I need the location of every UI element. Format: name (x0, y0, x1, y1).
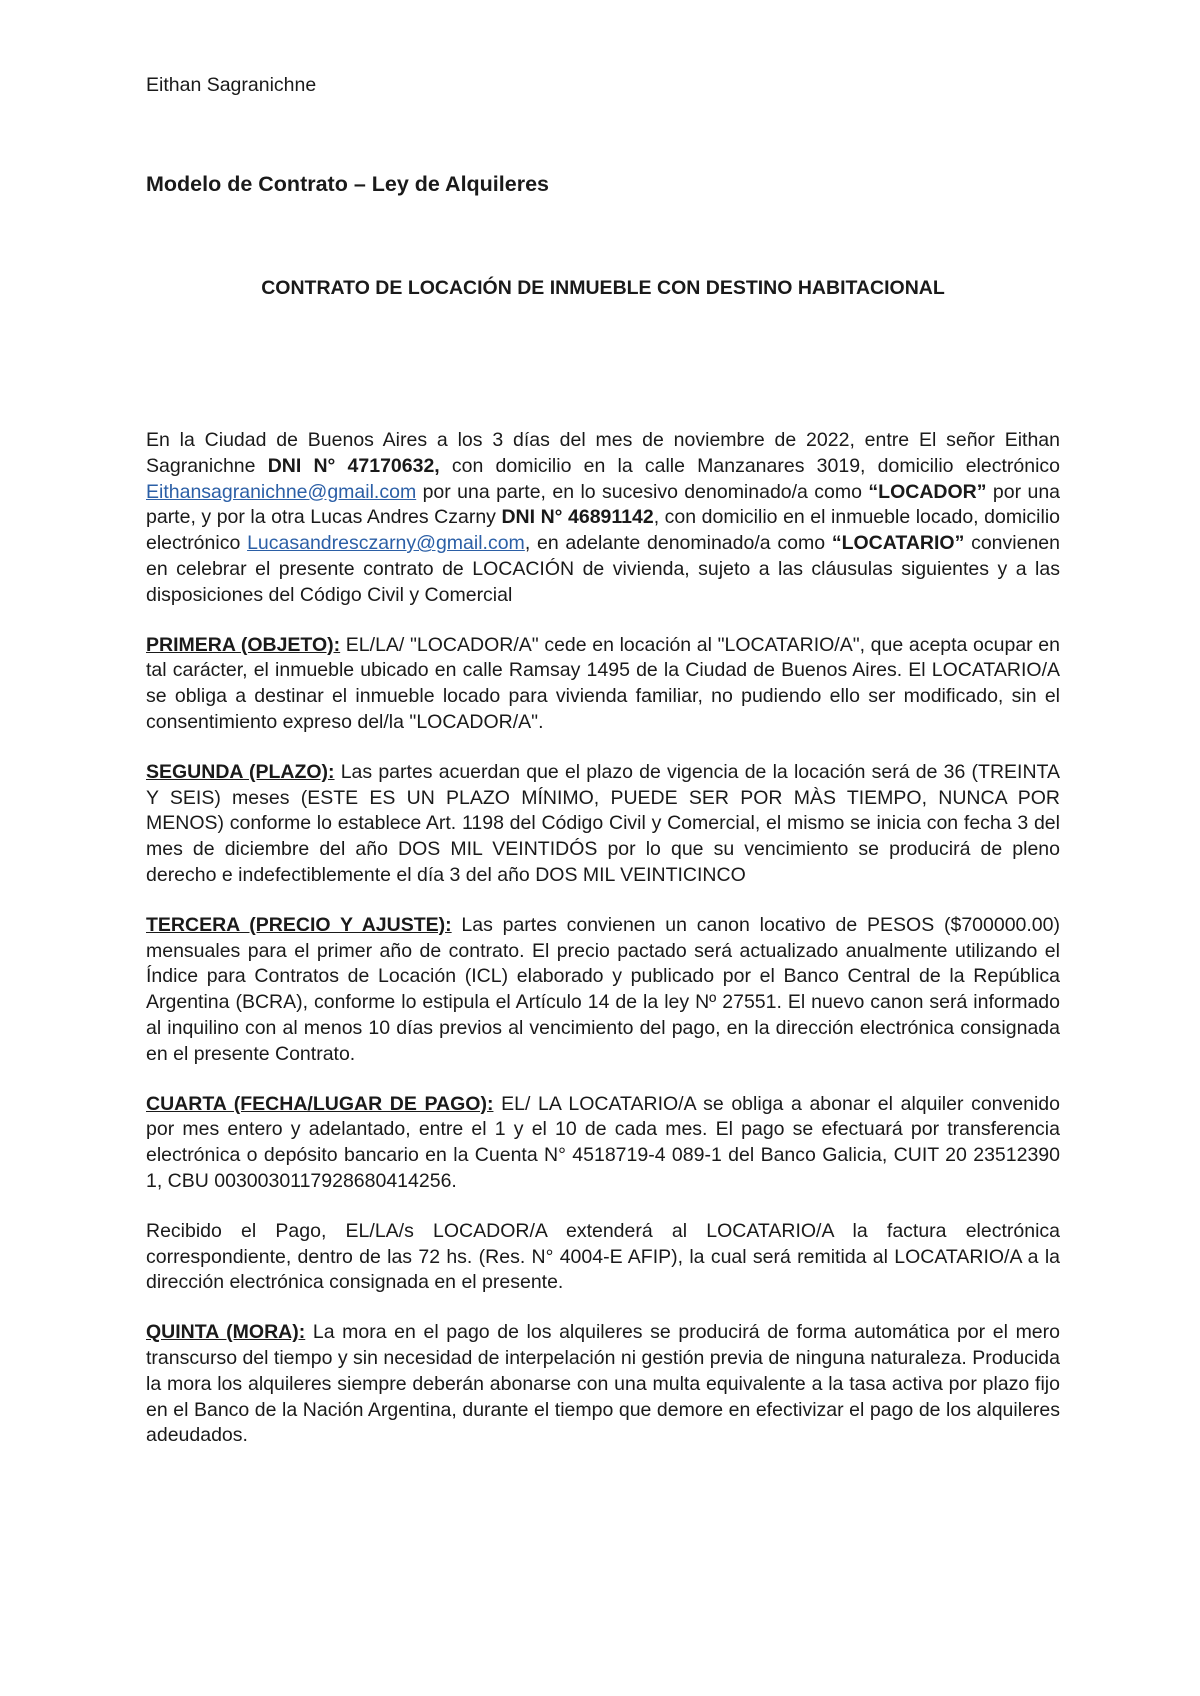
clause-label: SEGUNDA (PLAZO): (146, 760, 335, 783)
document-title: Modelo de Contrato – Ley de Alquileres (146, 172, 549, 196)
clause-label: CUARTA (FECHA/LUGAR DE PAGO): (146, 1092, 494, 1115)
intro-text: por una parte, y por la otra Lucas Andres Czarny (146, 480, 1061, 529)
locatario-dni: DNI N° 46891142 (501, 506, 654, 529)
clause-text: EL/ LA LOCATARIO/A se obliga a abonar el alquiler convenido por mes entero y adelantado, entre el 1 y el 10 de cada mes. El pago se efectuará por transferencia electrónica o depósito bancario en la Cuenta N° 4518719-4 089-1 del Banco Galicia, CUIT 20 23512390 1, CBU 0030030117928680414256. (146, 1092, 1060, 1192)
locador-dni: DNI N° 47170632, (267, 454, 440, 477)
document-author: Eithan Sagranichne (146, 74, 317, 96)
locador-email-link[interactable]: Eithansagranichne@gmail.com (146, 480, 417, 503)
intro-paragraph (146, 428, 1060, 609)
clause-quinta (146, 1320, 1060, 1449)
intro-text: En la Ciudad de Buenos Aires a los 3 días del mes de noviembre de 2022, entre El señor Eithan Sagranichne (146, 429, 1060, 477)
clause-text: Recibido el Pago, EL/LA/s LOCADOR/A extenderá al LOCATARIO/A la factura electrónica correspondiente, dentro de las 72 hs. (Res. N° 4004-E AFIP), la cual será remitida al LOCATARIO/A a la dirección electrónica consignada en el presente. (146, 1219, 1060, 1294)
contract-body (146, 428, 1060, 1473)
clause-label: TERCERA (PRECIO Y AJUSTE): (146, 913, 452, 936)
payment-receipt-paragraph (146, 1219, 1060, 1296)
intro-text: , con domicilio en el inmueble locado, domicilio electrónico (146, 506, 1060, 555)
clause-text: Las partes convienen un canon locativo de PESOS ($700000.00) mensuales para el primer año de contrato. El precio pactado será actualizado anualmente utilizando el Índice para Contratos de Locación (ICL) elaborado y publicado por el Banco Central de la República Argentina (BCRA), conforme lo estipula el Artículo 14 de la ley Nº 27551. El nuevo canon será informado al inquilino con al menos 10 días previos al vencimiento del pago, en la dirección electrónica consignada en el presente Contrato. (146, 913, 1060, 1065)
intro-text: , en adelante denominado/a como (524, 532, 832, 555)
clause-primera (146, 633, 1060, 736)
locatario-term: “LOCATARIO” (831, 532, 965, 555)
locador-term: “LOCADOR” (868, 480, 987, 503)
clause-text: La mora en el pago de los alquileres se producirá de forma automática por el mero transcurso del tiempo y sin necesidad de interpelación ni gestión previa de ninguna naturaleza. Producida la mora los alquileres siempre deberán abonarse con una multa equivalente a la tasa activa por plazo fijo en el Banco de la Nación Argentina, durante el tiempo que demore en efectivizar el pago de los alquileres adeudados. (146, 1321, 1060, 1447)
clause-segunda (146, 760, 1060, 889)
intro-text: por una parte, en lo sucesivo denominado/a como (416, 480, 869, 503)
intro-text: convienen en celebrar el presente contrato de LOCACIÓN de vivienda, sujeto a las cláusulas siguientes y a las disposiciones del Código Civil y Comercial (146, 532, 1060, 606)
clause-label: QUINTA (MORA): (146, 1321, 306, 1344)
clause-cuarta (146, 1092, 1060, 1195)
locatario-email-link[interactable]: Lucasandresczarny@gmail.com (247, 532, 525, 555)
contract-heading: CONTRATO DE LOCACIÓN DE INMUEBLE CON DESTINO HABITACIONAL (261, 277, 945, 299)
clause-text: EL/LA/ "LOCADOR/A" cede en locación al "LOCATARIO/A", que acepta ocupar en tal carácter, el inmueble ubicado en calle Ramsay 1495 de la Ciudad de Buenos Aires. El LOCATARIO/A se obliga a destinar el inmueble locado para vivienda familiar, no pudiendo ello ser modificado, sin el consentimiento expreso del/la "LOCADOR/A". (146, 633, 1060, 733)
clause-text: Las partes acuerdan que el plazo de vigencia de la locación será de 36 (TREINTA Y SEIS) meses (ESTE ES UN PLAZO MÍNIMO, PUEDE SER POR MÀS TIEMPO, NUNCA POR MENOS) conforme lo establece Art. 1198 del Código Civil y Comercial, el mismo se inicia con fecha 3 del mes de diciembre del año DOS MIL VEINTIDÓS por lo que su vencimiento se producirá de pleno derecho e indefectiblemente el día 3 del año DOS MIL VEINTICINCO (146, 760, 1060, 886)
intro-text: con domicilio en la calle Manzanares 3019, domicilio electrónico (439, 454, 1060, 477)
clause-tercera (146, 913, 1060, 1068)
clause-label: PRIMERA (OBJETO): (146, 633, 341, 656)
